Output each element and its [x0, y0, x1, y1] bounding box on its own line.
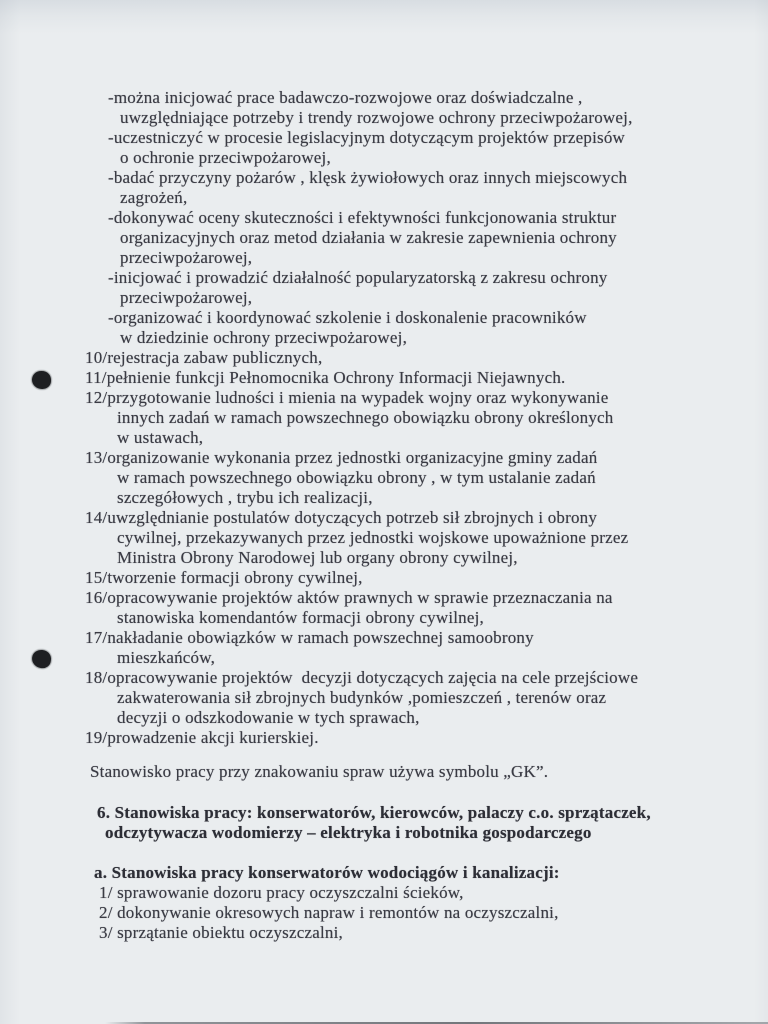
text-line: 15/tworzenie formacji obrony cywilnej,	[85, 568, 363, 587]
text-line: Ministra Obrony Narodowej lub organy obrony cywilnej,	[117, 548, 518, 567]
text-line: w ustawach,	[117, 428, 204, 447]
text-line: 17/nakładanie obowiązków w ramach powszechnej samoobrony	[85, 628, 534, 647]
text-line: zagrożeń,	[120, 188, 188, 207]
text-line: 13/organizowanie wykonania przez jednostki organizacyjne gminy zadań	[85, 448, 598, 467]
text-line: -inicjować i prowadzić działalność popularyzatorską z zakresu ochrony	[108, 268, 608, 287]
text-line: szczegółowych , trybu ich realizacji,	[117, 488, 373, 507]
symbol-note-paragraph: Stanowisko pracy przy znakowaniu spraw używa symbolu „GK”.	[90, 762, 549, 781]
section-6-heading-line-1: 6. Stanowiska pracy: konserwatorów, kierowców, palaczy c.o. sprzątaczek,	[97, 803, 651, 822]
text-line: innych zadań w ramach powszechnego obowiązku obrony określonych	[117, 408, 614, 427]
text-line: 10/rejestracja zabaw publicznych,	[85, 348, 323, 367]
list-item: 3/ sprzątanie obiektu oczyszczalni,	[99, 923, 343, 942]
text-line: 14/uwzględnianie postulatów dotyczących potrzeb sił zbrojnych i obrony	[85, 508, 598, 527]
text-line: uwzględniające potrzeby i trendy rozwojowe ochrony przeciwpożarowej,	[120, 108, 633, 127]
text-line: zakwaterowania sił zbrojnych budynków ,pomieszczeń , terenów oraz	[117, 688, 607, 707]
text-line: w dziedzinie ochrony przeciwpożarowej,	[120, 328, 408, 347]
text-line: o ochronie przeciwpożarowej,	[120, 148, 331, 167]
list-item: 2/ dokonywanie okresowych napraw i remontów na oczyszczalni,	[99, 903, 559, 922]
text-line: -można inicjować prace badawczo-rozwojowe oraz doświadczalne ,	[108, 88, 583, 107]
text-line: 16/opracowywanie projektów aktów prawnych w sprawie przeznaczania na	[85, 588, 613, 607]
section-6-heading-line-2: odczytywacza wodomierzy – elektryka i robotnika gospodarczego	[105, 823, 592, 842]
text-line: decyzji o odszkodowanie w tych sprawach,	[117, 708, 420, 727]
text-line: przeciwpożarowej,	[120, 248, 253, 267]
list-item: 1/ sprawowanie dozoru pracy oczyszczalni ścieków,	[99, 883, 464, 902]
text-line: 12/przygotowanie ludności i mienia na wypadek wojny oraz wykonywanie	[85, 388, 609, 407]
text-line: przeciwpożarowej,	[120, 288, 253, 307]
document-body	[0, 88, 768, 943]
subsection-a-heading: a. Stanowiska pracy konserwatorów wodociągów i kanalizacji:	[94, 863, 560, 882]
text-line: cywilnej, przekazywanych przez jednostki wojskowe upoważnione przez	[117, 528, 629, 547]
text-line: mieszkańców,	[117, 648, 216, 667]
text-line: -organizować i koordynować szkolenie i doskonalenie pracowników	[108, 308, 587, 327]
text-line: 11/pełnienie funkcji Pełnomocnika Ochrony Informacji Niejawnych.	[85, 368, 566, 387]
text-line: 19/prowadzenie akcji kurierskiej.	[85, 728, 319, 747]
text-line: 18/opracowywanie projektów decyzji dotyczących zajęcia na cele przejściowe	[85, 668, 639, 687]
text-line: -uczestniczyć w procesie legislacyjnym dotyczącym projektów przepisów	[108, 128, 626, 147]
text-line: w ramach powszechnego obowiązku obrony , w tym ustalanie zadań	[117, 468, 596, 487]
text-line: -badać przyczyny pożarów , klęsk żywiołowych oraz innych miejscowych	[108, 168, 628, 187]
text-line: stanowiska komendantów formacji obrony cywilnej,	[117, 608, 484, 627]
text-line: organizacyjnych oraz metod działania w zakresie zapewnienia ochrony	[120, 228, 617, 247]
text-line: -dokonywać oceny skuteczności i efektywności funkcjonowania struktur	[108, 208, 617, 227]
